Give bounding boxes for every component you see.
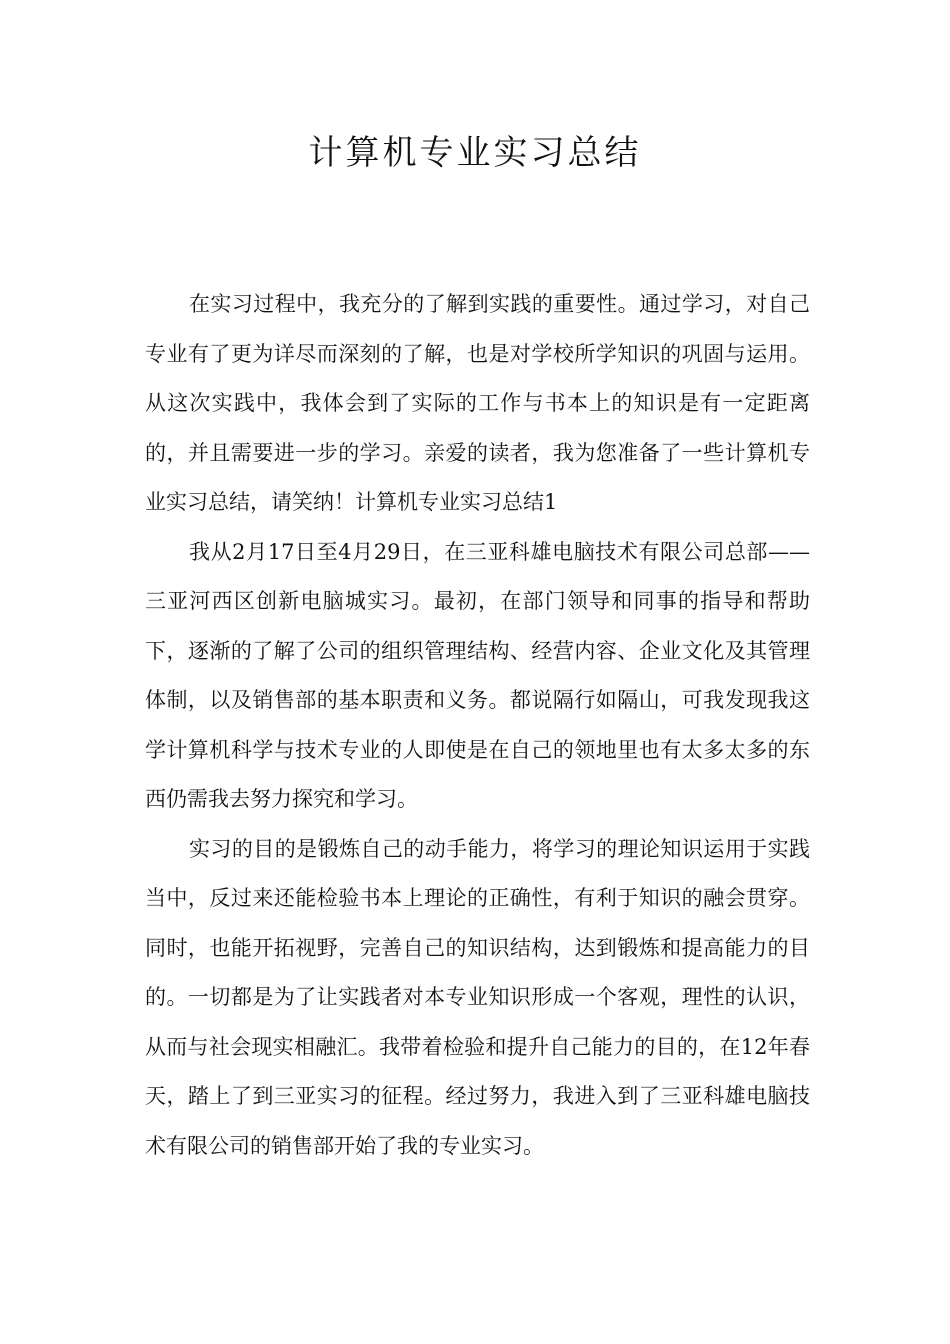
document-title: 计算机专业实习总结 [308,133,642,173]
paragraph-internship-purpose: 实习的目的是锻炼自己的动手能力，将学习的理论知识运用于实践当中，反过来还能检验书本上理论的正确性，有利于知识的融会贯穿。同时，也能开拓视野，完善自己的知识结构，达到锻炼和提高能力的目的。一切都是为了让实践者对本专业知识形成一个客观，理性的认识，从而与社会现实相融汇。我带着检验和提升自己能力的目的，在12年春天，踏上了到三亚实习的征程。经过努力，我进入到了三亚科雄电脑技术有限公司的销售部开始了我的专业实习。 [145,836,810,1158]
paragraph-internship-period: 我从2月17日至4月29日，在三亚科雄电脑技术有限公司总部——三亚河西区创新电脑城实习。最初，在部门领导和同事的指导和帮助下，逐渐的了解了公司的组织管理结构、经营内容、企业文化及其管理体制，以及销售部的基本职责和义务。都说隔行如隔山，可我发现我这学计算机科学与技术专业的人即使是在自己的领地里也有太多太多的东西仍需我去努力探究和学习。 [145,539,810,811]
document-body [145,280,810,1171]
paragraph-intro: 在实习过程中，我充分的了解到实践的重要性。通过学习，对自己专业有了更为详尽而深刻的了解，也是对学校所学知识的巩固与运用。从这次实践中，我体会到了实际的工作与书本上的知识是有一定距离的，并且需要进一步的学习。亲爱的读者，我为您准备了一些计算机专业实习总结，请笑纳！计算机专业实习总结1 [145,292,810,514]
